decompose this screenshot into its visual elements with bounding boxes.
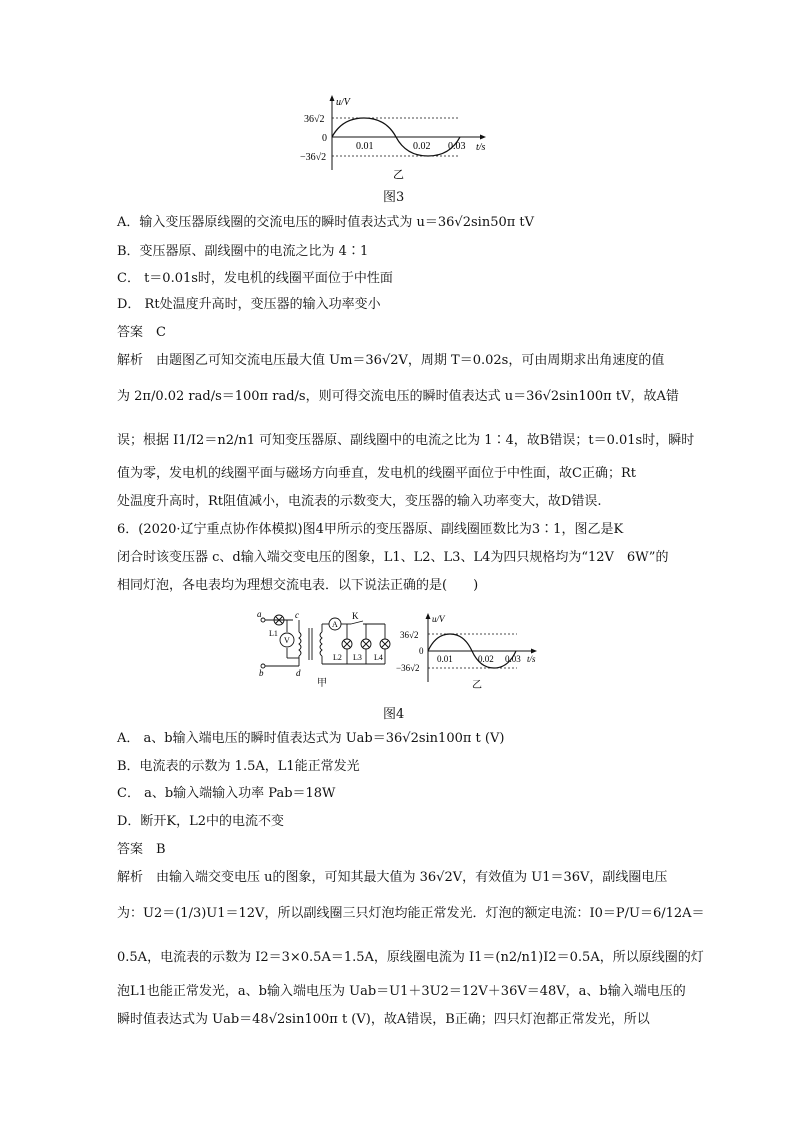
graph-sublabel: 乙 — [472, 680, 482, 691]
q5-analysis-line: 处温度升高时，Rt阻值减小，电流表的示数变大，变压器的输入功率变大，故D错误. — [117, 494, 602, 509]
circuit-label-c: c — [295, 610, 299, 620]
y-min-label: −36√2 — [396, 663, 420, 673]
q6-analysis-line: 为：U2＝(1/3)U1＝12V，所以副线圈三只灯泡均能正常发光．灯泡的额定电流：I0＝P/U＝6/12A＝ — [117, 906, 705, 921]
circuit-label-b: b — [259, 668, 264, 678]
circuit-label-l3: L3 — [353, 653, 362, 662]
circuit-label-l4: L4 — [374, 653, 383, 662]
x-tick-label: 0.01 — [356, 141, 374, 152]
circuit-label-l1: L1 — [269, 629, 278, 638]
circuit-label-d: d — [296, 668, 301, 678]
q6-stem-line: 闭合时该变压器 c、d输入端交变电压的图象，L1、L2、L3、L4为四只规格均为“12V 6W”的 — [117, 550, 669, 565]
x-axis-arrow-icon — [531, 649, 537, 654]
x-tick-label: 0.01 — [437, 654, 453, 664]
q6-analysis-line: 泡L1也能正常发光，a、b输入端电压为 Uab＝U1＋3U2＝12V＋36V＝48V，a、b输入端电压的 — [117, 984, 686, 999]
q6-answer: 答案 B — [117, 842, 166, 857]
q5-answer: 答案 C — [117, 325, 166, 340]
figure-4-caption: 图4 — [383, 707, 405, 722]
y-max-label: 36√2 — [400, 630, 419, 640]
x-tick-label: 0.02 — [478, 654, 494, 664]
primary-coil — [299, 632, 301, 656]
switch-label: K — [352, 611, 359, 621]
circuit-diagram — [261, 615, 390, 668]
q5-option-b: B．变压器原、副线圈中的电流之比为 4∶1 — [117, 244, 369, 259]
switch-k — [351, 621, 363, 624]
q6-stem-line: 6．(2020·辽宁重点协作体模拟)图4甲所示的变压器原、副线圈匝数比为3∶1，图乙是K — [117, 522, 624, 537]
y-max-label: 36√2 — [304, 114, 325, 125]
circuit-label-a: a — [257, 610, 262, 619]
circuit-label-l2: L2 — [333, 653, 342, 662]
ammeter-label: A — [332, 620, 338, 629]
q5-analysis-line: 值为零，发电机的线圈平面与磁场方向垂直，发电机的线圈平面位于中性面，故C正确；Rt — [117, 466, 636, 481]
x-tick-label: 0.03 — [448, 141, 466, 152]
q5-option-c: C． t＝0.01s时，发电机的线圈平面位于中性面 — [117, 271, 393, 286]
q6-analysis-line: 瞬时值表达式为 Uab＝48√2sin100π t (V)，故A错误，B正确；四只灯泡都正常发光，所以 — [117, 1012, 650, 1027]
y-axis-label: u/V — [432, 614, 445, 624]
x-axis-arrow-icon — [480, 135, 486, 140]
q6-option-b: B．电流表的示数为 1.5A，L1能正常发光 — [117, 759, 360, 774]
q6-stem-line: 相同灯泡，各电表均为理想交流电表．以下说法正确的是( ) — [117, 578, 479, 593]
x-axis-label: t/s — [476, 142, 486, 153]
q6-option-c: C． a、b输入端输入功率 Pab＝18W — [117, 786, 336, 801]
x-tick-label: 0.02 — [413, 141, 431, 152]
q5-option-d: D． Rt处温度升高时，变压器的输入功率变小 — [117, 297, 381, 312]
figure-sublabel: 乙 — [393, 169, 404, 181]
y-zero-label: 0 — [419, 646, 424, 656]
terminal-a — [261, 618, 265, 622]
q6-option-d: D．断开K，L2中的电流不变 — [117, 814, 285, 829]
y-min-label: −36√2 — [300, 152, 327, 163]
voltmeter-label: V — [284, 636, 290, 645]
q5-option-a: A．输入变压器原线圈的交流电压的瞬时值表达式为 u＝36√2sin50π tV — [117, 215, 535, 230]
figure-3-voltage-graph — [300, 92, 510, 184]
q6-analysis-line: 解析 由输入端交变电压 u的图象，可知其最大值为 36√2V，有效值为 U1＝36V，副线圈电压 — [117, 870, 668, 885]
q5-analysis-line: 解析 由题图乙可知交流电压最大值 Um＝36√2V，周期 T＝0.02s，可由周期求出角速度的值 — [117, 353, 665, 368]
y-axis-arrow-icon — [330, 95, 335, 101]
figure-4-circuit-and-graph — [255, 610, 545, 694]
y-zero-label: 0 — [322, 133, 327, 144]
y-axis-label: u/V — [336, 97, 350, 108]
q5-analysis-line: 误；根据 I1/I2＝n2/n1 可知变压器原、副线圈中的电流之比为 1∶4，故B错误；t＝0.01s时，瞬时 — [117, 433, 695, 448]
x-tick-label: 0.03 — [505, 654, 521, 664]
q5-analysis-line: 为 2π/0.02 rad/s＝100π rad/s，则可得交流电压的瞬时值表达式 u＝36√2sin100π tV，故A错 — [117, 389, 679, 404]
x-axis-label: t/s — [527, 654, 536, 664]
secondary-coil — [320, 632, 322, 656]
q6-analysis-line: 0.5A，电流表的示数为 I2＝3×0.5A＝1.5A，原线圈电流为 I1＝(n2/n1)I2＝0.5A，所以原线圈的灯 — [117, 950, 704, 965]
y-axis-arrow-icon — [426, 613, 431, 619]
figure-3-caption: 图3 — [383, 190, 405, 205]
q6-option-a: A． a、b输入端电压的瞬时值表达式为 Uab＝36√2sin100π t (V) — [117, 731, 505, 746]
circuit-sublabel: 甲 — [317, 678, 327, 689]
